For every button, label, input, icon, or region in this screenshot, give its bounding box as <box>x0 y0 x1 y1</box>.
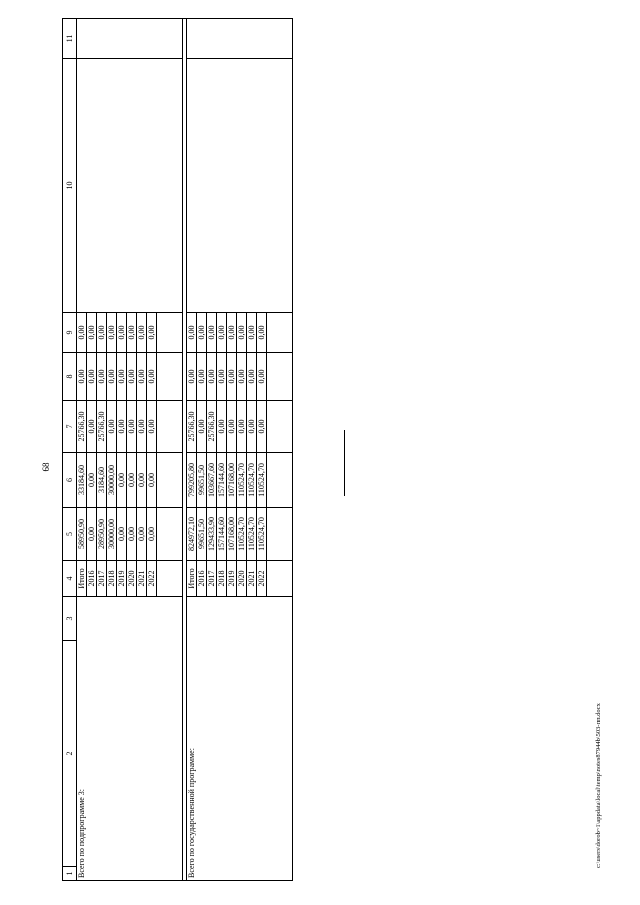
amount-cell: 0,00 <box>87 508 97 561</box>
year-cell: 2019 <box>117 561 127 597</box>
amount-cell: 0,00 <box>257 353 267 401</box>
amount-cell: 0,00 <box>87 401 97 453</box>
column-10-cell <box>77 59 183 313</box>
amount-cell: 0,00 <box>77 313 87 353</box>
separator-line <box>344 430 345 496</box>
amount-cell: 0,00 <box>207 313 217 353</box>
amount-cell: 0,00 <box>257 313 267 353</box>
amount-cell: 0,00 <box>147 353 157 401</box>
column-number: 7 <box>63 401 77 453</box>
amount-cell: 0,00 <box>137 313 147 353</box>
empty-cell <box>267 313 293 353</box>
amount-cell: 0,00 <box>127 313 137 353</box>
column-number: 4 <box>63 561 77 597</box>
amount-cell: 0,00 <box>227 313 237 353</box>
column-number: 11 <box>63 19 77 59</box>
amount-cell: 0,00 <box>237 313 247 353</box>
amount-cell: 0,00 <box>147 453 157 508</box>
empty-cell <box>267 561 293 597</box>
section-label: Всего по подпрограмме 3: <box>77 597 183 881</box>
amount-cell: 0,00 <box>257 401 267 453</box>
amount-cell: 0,00 <box>117 313 127 353</box>
amount-cell: 25766,30 <box>97 401 107 453</box>
amount-cell: 0,00 <box>107 313 117 353</box>
column-number: 3 <box>63 597 77 641</box>
amount-cell: 0,00 <box>237 353 247 401</box>
column-number: 6 <box>63 453 77 508</box>
amount-cell: 33184,60 <box>77 453 87 508</box>
year-cell: 2018 <box>217 561 227 597</box>
year-cell: 2017 <box>207 561 217 597</box>
amount-cell: 157144,60 <box>217 453 227 508</box>
amount-cell: 110524,70 <box>237 453 247 508</box>
amount-cell: 99651,50 <box>197 508 207 561</box>
amount-cell: 0,00 <box>87 313 97 353</box>
column-number: 2 <box>63 641 77 867</box>
empty-cell <box>267 453 293 508</box>
amount-cell: 0,00 <box>107 401 117 453</box>
amount-cell: 0,00 <box>97 313 107 353</box>
amount-cell: 0,00 <box>117 508 127 561</box>
year-cell: 2022 <box>257 561 267 597</box>
year-cell: 2021 <box>247 561 257 597</box>
amount-cell: 0,00 <box>87 353 97 401</box>
amount-cell: 110524,70 <box>247 453 257 508</box>
budget-table-rotated <box>62 19 296 881</box>
amount-cell: 0,00 <box>127 508 137 561</box>
column-number: 9 <box>63 313 77 353</box>
year-cell: 2022 <box>147 561 157 597</box>
amount-cell: 0,00 <box>197 313 207 353</box>
amount-cell: 0,00 <box>147 508 157 561</box>
year-cell: Итого <box>187 561 197 597</box>
column-number-row <box>63 19 77 881</box>
table-row <box>187 19 197 881</box>
amount-cell: 0,00 <box>117 401 127 453</box>
amount-cell: 110524,70 <box>247 508 257 561</box>
amount-cell: 0,00 <box>107 353 117 401</box>
footer-file-path: c:\users\dorob~1\appdata\local\temp\notes87944b\503-пп.docx <box>595 703 602 868</box>
empty-cell <box>267 508 293 561</box>
amount-cell: 0,00 <box>217 401 227 453</box>
year-cell: 2016 <box>197 561 207 597</box>
empty-cell <box>157 401 183 453</box>
year-cell: 2016 <box>87 561 97 597</box>
empty-cell <box>157 453 183 508</box>
amount-cell: 99651,50 <box>197 453 207 508</box>
amount-cell: 0,00 <box>187 353 197 401</box>
amount-cell: 824972,10 <box>187 508 197 561</box>
amount-cell: 0,00 <box>127 401 137 453</box>
empty-cell <box>267 353 293 401</box>
amount-cell: 110524,70 <box>257 453 267 508</box>
amount-cell: 28950,90 <box>97 508 107 561</box>
amount-cell: 0,00 <box>197 353 207 401</box>
amount-cell: 107168,00 <box>227 508 237 561</box>
table-row <box>77 19 87 881</box>
amount-cell: 0,00 <box>227 353 237 401</box>
empty-cell <box>157 313 183 353</box>
amount-cell: 0,00 <box>137 453 147 508</box>
page-number: 68 <box>41 462 51 472</box>
amount-cell: 0,00 <box>117 453 127 508</box>
year-cell: Итого <box>77 561 87 597</box>
amount-cell: 58950,90 <box>77 508 87 561</box>
amount-cell: 25766,30 <box>77 401 87 453</box>
amount-cell: 0,00 <box>217 353 227 401</box>
amount-cell: 0,00 <box>117 353 127 401</box>
column-number: 1 <box>63 867 77 881</box>
amount-cell: 0,00 <box>127 353 137 401</box>
amount-cell: 0,00 <box>197 401 207 453</box>
amount-cell: 0,00 <box>87 453 97 508</box>
amount-cell: 0,00 <box>127 453 137 508</box>
column-11-cell <box>187 19 293 59</box>
amount-cell: 157144,60 <box>217 508 227 561</box>
amount-cell: 0,00 <box>97 353 107 401</box>
amount-cell: 0,00 <box>137 401 147 453</box>
year-cell: 2021 <box>137 561 147 597</box>
amount-cell: 0,00 <box>147 401 157 453</box>
amount-cell: 110524,70 <box>237 508 247 561</box>
amount-cell: 0,00 <box>137 508 147 561</box>
amount-cell: 799205,80 <box>187 453 197 508</box>
budget-table <box>62 18 293 881</box>
amount-cell: 103667,60 <box>207 453 217 508</box>
year-cell: 2017 <box>97 561 107 597</box>
amount-cell: 25766,30 <box>207 401 217 453</box>
amount-cell: 0,00 <box>237 401 247 453</box>
empty-cell <box>267 401 293 453</box>
column-number: 5 <box>63 508 77 561</box>
empty-cell <box>157 508 183 561</box>
amount-cell: 0,00 <box>217 313 227 353</box>
amount-cell: 0,00 <box>227 401 237 453</box>
section-label: Всего по государственной программе: <box>187 597 293 881</box>
column-10-cell <box>187 59 293 313</box>
year-cell: 2020 <box>127 561 137 597</box>
amount-cell: 25766,30 <box>187 401 197 453</box>
year-cell: 2020 <box>237 561 247 597</box>
amount-cell: 30000,00 <box>107 453 117 508</box>
amount-cell: 0,00 <box>147 313 157 353</box>
amount-cell: 3184,60 <box>97 453 107 508</box>
amount-cell: 110524,70 <box>257 508 267 561</box>
amount-cell: 0,00 <box>187 313 197 353</box>
amount-cell: 0,00 <box>137 353 147 401</box>
amount-cell: 0,00 <box>247 353 257 401</box>
year-cell: 2018 <box>107 561 117 597</box>
column-11-cell <box>77 19 183 59</box>
column-number: 8 <box>63 353 77 401</box>
empty-cell <box>157 353 183 401</box>
amount-cell: 0,00 <box>207 353 217 401</box>
amount-cell: 0,00 <box>247 401 257 453</box>
amount-cell: 30000,00 <box>107 508 117 561</box>
empty-cell <box>157 561 183 597</box>
column-number: 10 <box>63 59 77 313</box>
amount-cell: 129433,90 <box>207 508 217 561</box>
amount-cell: 107168,00 <box>227 453 237 508</box>
year-cell: 2019 <box>227 561 237 597</box>
amount-cell: 0,00 <box>77 353 87 401</box>
amount-cell: 0,00 <box>247 313 257 353</box>
